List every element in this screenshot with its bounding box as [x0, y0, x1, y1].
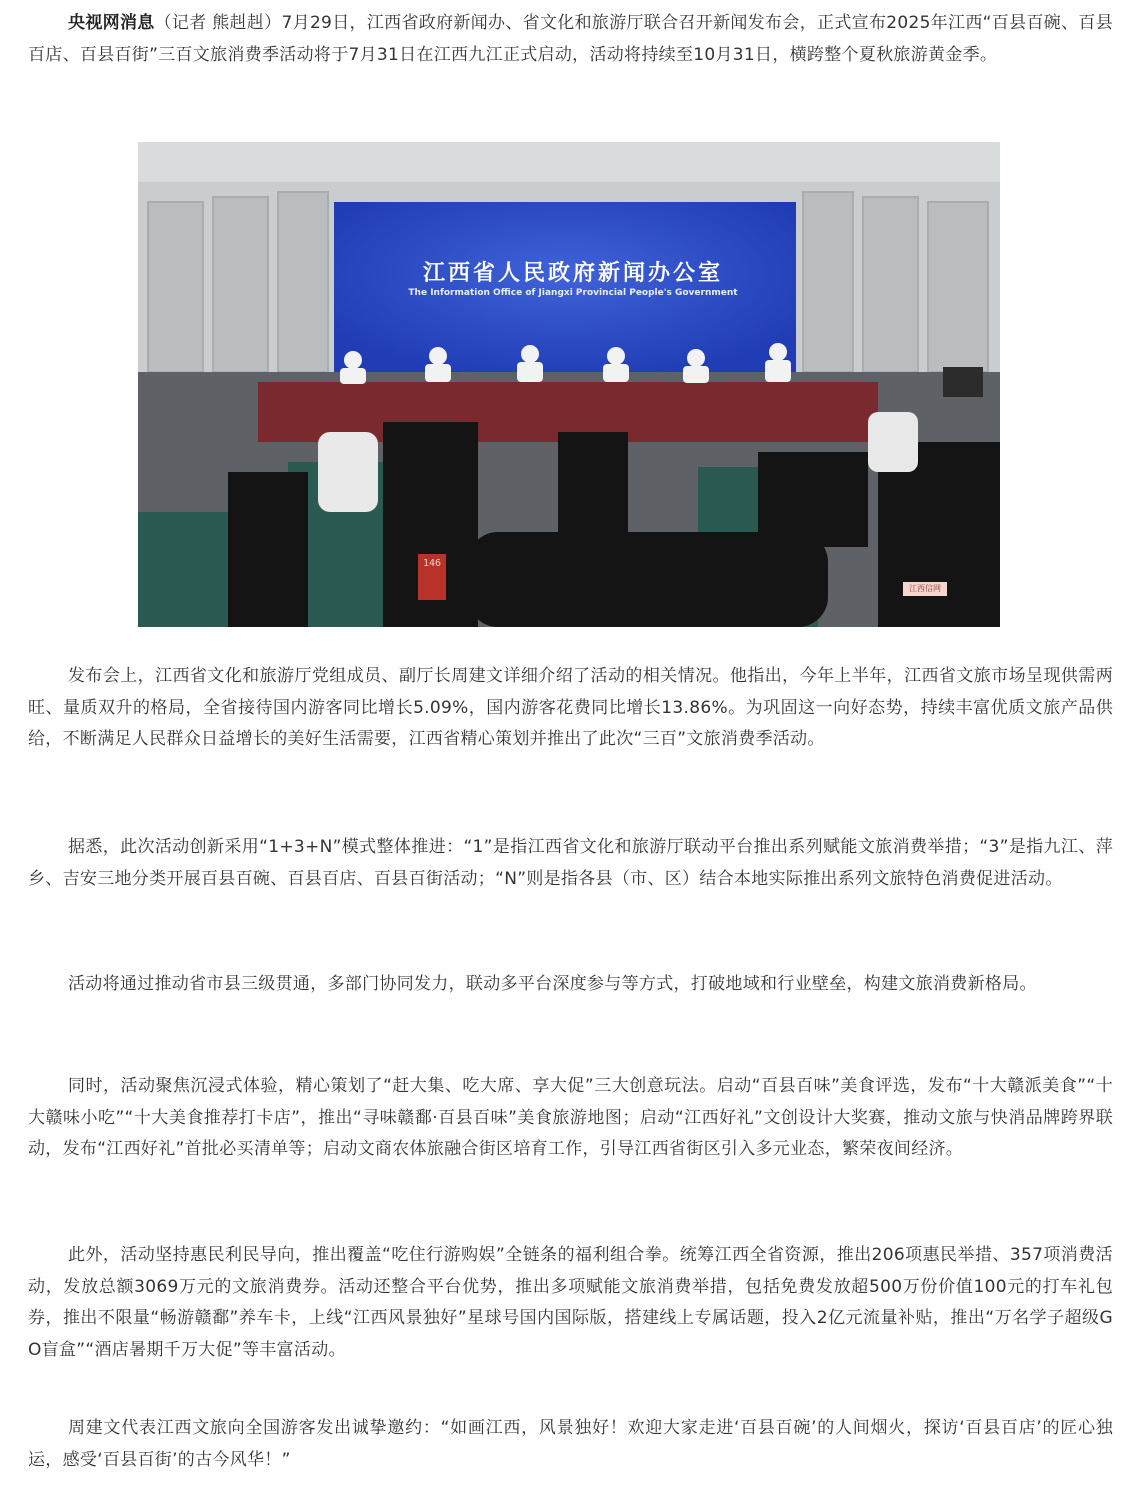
- lead-paragraph: [28, 8, 1113, 71]
- body-paragraph: 此外，活动坚持惠民利民导向，推出覆盖“吃住行游购娱”全链条的福利组合拳。统筹江西全省资源，推出206项惠民举措、357项消费活动，发放总额3069万元的文旅消费券。活动还整合平台优势，推出多项赋能文旅消费举措，包括免费发放超500万份价值100元的打车礼包券，推出不限量“畅游赣鄱”养车卡，上线“江西风景独好”星球号国内国际版，搭建线上专属话题，投入2亿元流量补贴，推出“万名学子超级GO盲盒”“酒店暑期千万大促”等丰富活动。: [28, 1245, 1113, 1360]
- press-conference-photo: [138, 142, 1000, 627]
- body-paragraph: 发布会上，江西省文化和旅游厅党组成员、副厅长周建文详细介绍了活动的相关情况。他指出，今年上半年，江西省文旅市场呈现供需两旺、量质双升的格局，全省接待国内游客同比增长5.09%，国内游客花费同比增长13.86%。为巩固这一向好态势，持续丰富优质文旅产品供给，不断满足人民群众日益增长的美好生活需要，江西省精心策划并推出了此次“三百”文旅消费季活动。: [28, 666, 1113, 749]
- camera-label: 146: [418, 554, 446, 600]
- screen-title: 江西省人民政府新闻办公室: [422, 261, 723, 286]
- body-paragraph: 活动将通过推动省市县三级贯通，多部门协同发力，联动多平台深度参与等方式，打破地域和行业壁垒，构建文旅消费新格局。: [68, 974, 1037, 994]
- body-paragraph: 据悉，此次活动创新采用“1+3+N”模式整体推进：“1”是指江西省文化和旅游厅联动平台推出系列赋能文旅消费举措；“3”是指九江、萍乡、吉安三地分类开展百县百碗、百县百店、百县百街活动；“N”则是指各县（市、区）结合本地实际推出系列文旅特色消费促进活动。: [28, 837, 1113, 889]
- lead-text: （记者 熊赳赳）7月29日，江西省政府新闻办、省文化和旅游厅联合召开新闻发布会，正式宣布2025年江西“百县百碗、百县百店、百县百街”三百文旅消费季活动将于7月31日在江西九江正式启动，活动将持续至10月31日，横跨整个夏秋旅游黄金季。: [28, 13, 1113, 65]
- desk-sign: 江西信网: [903, 582, 947, 596]
- body-paragraph: 同时，活动聚焦沉浸式体验，精心策划了“赶大集、吃大席、享大促”三大创意玩法。启动“百县百味”美食评选，发布“十大赣派美食”“十大赣味小吃”“十大美食推荐打卡店”，推出“寻味赣鄱·百县百味”美食旅游地图；启动“江西好礼”文创设计大奖赛，推动文旅与快消品牌跨界联动，发布“江西好礼”首批必买清单等；启动文商农体旅融合街区培育工作，引导江西省街区引入多元业态，繁荣夜间经济。: [28, 1076, 1113, 1159]
- lead-source: 央视网消息: [68, 13, 155, 33]
- screen-subtitle: The Information Office of Jiangxi Provincial People's Government: [408, 288, 738, 298]
- body-paragraph: 周建文代表江西文旅向全国游客发出诚挚邀约：“如画江西，风景独好！欢迎大家走进‘百县百碗’的人间烟火，探访‘百县百店’的匠心独运，感受‘百县百街’的古今风华！”: [28, 1418, 1113, 1470]
- press-conference-illustration: [138, 142, 1000, 627]
